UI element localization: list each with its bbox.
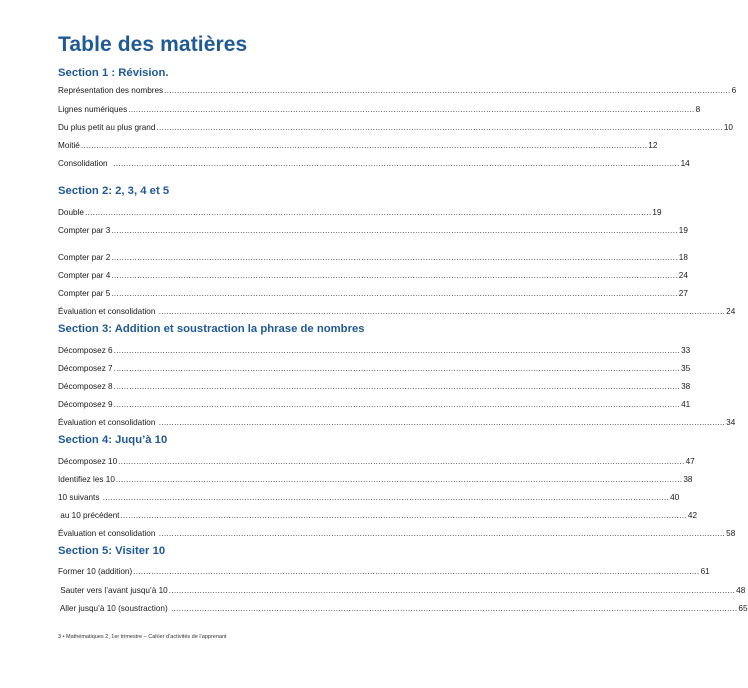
toc-entry-page: 48 (736, 586, 746, 595)
dot-leader: ............................................................................................................................................................................................................................ (164, 86, 731, 95)
page-footer: 3 • Mathématiques 2, 1er trimestre – Cahier d’activités de l’apprenant (58, 634, 227, 640)
toc-entry-label: 10 suivants (58, 493, 102, 502)
toc-entry[interactable] (58, 224, 688, 236)
toc-entry[interactable] (58, 380, 691, 392)
toc-entry[interactable] (58, 584, 746, 596)
toc-entry[interactable] (58, 84, 737, 96)
toc-entry-page: 40 (670, 493, 680, 502)
toc-entry-page: 14 (680, 159, 690, 168)
toc-entry-page: 42 (687, 511, 698, 520)
toc-entry-label: Double (58, 208, 84, 217)
toc-entry-label: Former 10 (addition) (58, 567, 133, 576)
toc-entry[interactable] (58, 602, 748, 614)
toc-entry[interactable] (58, 251, 688, 263)
toc-entry[interactable] (58, 509, 698, 521)
toc-entry-label: Évaluation et consolidation (58, 529, 158, 538)
dot-leader: ............................................................................................................................................................................................................................ (158, 418, 726, 427)
toc-entry-label: Lignes numériques (58, 105, 128, 114)
toc-entry-label: Aller jusqu’à 10 (soustraction) (58, 604, 170, 613)
dot-leader: ............................................................................................................................................................................................................................ (156, 123, 723, 132)
toc-entry-label: Décomposez 8 (58, 382, 113, 391)
toc-entry-page: 27 (678, 289, 688, 298)
toc-entry[interactable] (58, 121, 733, 133)
dot-leader: ............................................................................................................................................................................................................................ (115, 475, 683, 484)
toc-entry-page: 24 (726, 307, 736, 316)
toc-entry-page: 10 (723, 123, 733, 132)
toc-entry-page: 12 (648, 141, 658, 150)
toc-entry[interactable] (58, 157, 690, 169)
dot-leader: ............................................................................................................................................................................................................................ (80, 141, 648, 150)
dot-leader: ............................................................................................................................................................................................................................ (118, 457, 685, 466)
toc-entry-label: Décomposez 9 (58, 400, 113, 409)
toc-entry-label: Décomposez 6 (58, 346, 113, 355)
toc-entry[interactable] (58, 565, 710, 577)
toc-entry[interactable] (58, 139, 658, 151)
toc-entry[interactable] (58, 455, 695, 467)
toc-entry-page: 18 (678, 253, 688, 262)
dot-leader: ............................................................................................................................................................................................................................ (111, 226, 678, 235)
toc-entry-page: 65 (738, 604, 748, 613)
dot-leader: ............................................................................................................................................................................................................................ (158, 529, 726, 538)
section-5-heading: Section 5: Visiter 10 (58, 545, 166, 557)
dot-leader: ............................................................................................................................................................................................................................ (113, 159, 680, 168)
toc-entry-page: 38 (683, 475, 693, 484)
dot-leader: ............................................................................................................................................................................................................................ (102, 493, 670, 502)
toc-entry[interactable] (58, 362, 691, 374)
toc-entry-label: Évaluation et consolidation (58, 307, 158, 316)
toc-entry[interactable] (58, 305, 736, 317)
toc-entry[interactable] (58, 398, 691, 410)
toc-entry[interactable] (58, 344, 691, 356)
dot-leader: ............................................................................................................................................................................................................................ (113, 400, 681, 409)
toc-entry[interactable] (58, 269, 688, 281)
toc-entry-label: Compter par 5 (58, 289, 111, 298)
toc-entry-label: Décomposez 10 (58, 457, 118, 466)
toc-entry[interactable] (58, 103, 701, 115)
dot-leader: ............................................................................................................................................................................................................................ (111, 271, 678, 280)
dot-leader: ............................................................................................................................................................................................................................ (170, 604, 738, 613)
toc-entry-label: Compter par 2 (58, 253, 111, 262)
dot-leader: ............................................................................................................................................................................................................................ (158, 307, 726, 316)
dot-leader: ............................................................................................................................................................................................................................ (120, 511, 687, 520)
toc-entry-label: Moitié (58, 141, 80, 150)
toc-entry-page: 35 (681, 364, 691, 373)
dot-leader: ............................................................................................................................................................................................................................ (111, 289, 678, 298)
section-2-heading: Section 2: 2, 3, 4 et 5 (58, 185, 170, 197)
page-title: Table des matières (58, 33, 248, 56)
toc-entry-label: au 10 précédent (58, 511, 120, 520)
dot-leader: ............................................................................................................................................................................................................................ (84, 208, 652, 217)
dot-leader: ............................................................................................................................................................................................................................ (113, 364, 681, 373)
toc-entry-page: 47 (685, 457, 695, 466)
toc-entry-page: 38 (681, 382, 691, 391)
toc-entry-page: 6 (731, 86, 737, 95)
toc-entry-page: 24 (678, 271, 688, 280)
toc-entry-page: 19 (678, 226, 688, 235)
toc-entry-page: 41 (681, 400, 691, 409)
section-1-heading: Section 1 : Révision. (58, 67, 169, 79)
toc-entry-label: Identifiez les 10 (58, 475, 115, 484)
toc-entry-label: Consolidation (58, 159, 113, 168)
toc-entry-label: Évaluation et consolidation (58, 418, 158, 427)
toc-entry[interactable] (58, 206, 662, 218)
dot-leader: ............................................................................................................................................................................................................................ (133, 567, 700, 576)
section-3-heading: Section 3: Addition et soustraction la phrase de nombres (58, 323, 365, 335)
toc-entry-page: 61 (700, 567, 710, 576)
toc-entry-page: 33 (681, 346, 691, 355)
toc-entry-page: 19 (652, 208, 662, 217)
toc-entry-label: Décomposez 7 (58, 364, 113, 373)
toc-entry[interactable] (58, 287, 688, 299)
toc-entry[interactable] (58, 473, 693, 485)
dot-leader: ............................................................................................................................................................................................................................ (113, 382, 681, 391)
dot-leader: ............................................................................................................................................................................................................................ (111, 253, 678, 262)
dot-leader: ............................................................................................................................................................................................................................ (168, 586, 736, 595)
dot-leader: ............................................................................................................................................................................................................................ (128, 105, 695, 114)
toc-entry-label: Sauter vers l’avant jusqu’à 10 (58, 586, 168, 595)
toc-entry-page: 8 (695, 105, 701, 114)
toc-entry-label: Compter par 4 (58, 271, 111, 280)
toc-entry-label: Du plus petit au plus grand (58, 123, 156, 132)
toc-entry-page: 34 (726, 418, 736, 427)
toc-entry[interactable] (58, 491, 680, 503)
toc-entry[interactable] (58, 527, 736, 539)
dot-leader: ............................................................................................................................................................................................................................ (113, 346, 681, 355)
section-4-heading: Section 4: Juqu’à 10 (58, 434, 168, 446)
toc-entry-label: Représentation des nombres (58, 86, 164, 95)
toc-entry-page: 58 (726, 529, 736, 538)
toc-entry-label: Compter par 3 (58, 226, 111, 235)
toc-entry[interactable] (58, 416, 736, 428)
